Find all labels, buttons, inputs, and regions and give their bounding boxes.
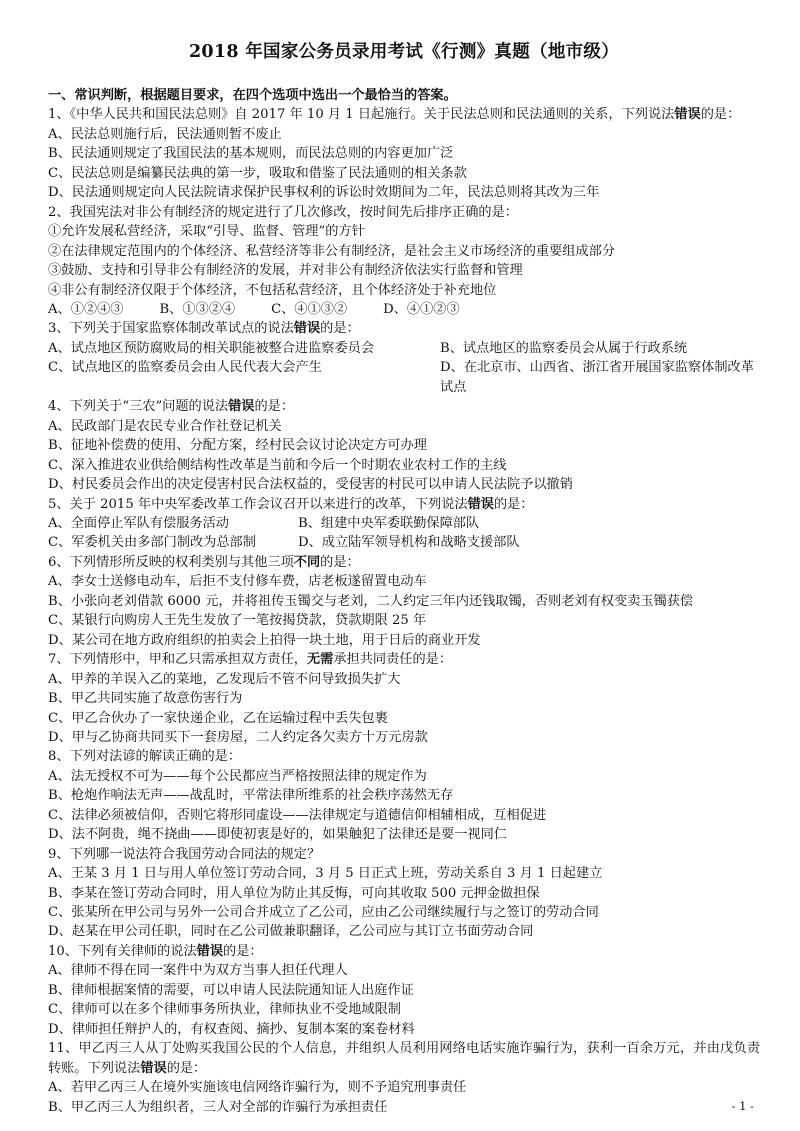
question-7: [48, 650, 760, 747]
question-stem: [48, 845, 760, 864]
statement-3: ③鼓励、支持和引导非公有制经济的发展，并对非公有制经济依法实行监督和管理: [48, 263, 523, 279]
option-d: D、④①②③: [383, 301, 460, 317]
question-number: 5、: [48, 496, 70, 512]
options-row: [48, 514, 760, 533]
stem-text: 下列对法谚的解读正确的是：: [69, 749, 242, 765]
question-number: 2、: [48, 204, 70, 220]
question-5: [48, 495, 760, 553]
stem-emphasis: 错误: [467, 496, 494, 512]
question-stem: [48, 203, 760, 222]
question-number: 6、: [48, 554, 70, 570]
option-d: D、成立陆军领导机构和战略支援部队: [298, 535, 520, 551]
option-a: A、律师不得在同一案件中为双方当事人担任代理人: [48, 963, 348, 979]
option-a: A、若甲乙丙三人在境外实施该电信网络诈骗行为，则不予追究刑事责任: [48, 1080, 467, 1096]
option-c: C、某银行向购房人王先生发放了一笔按揭贷款，贷款期限 25 年: [48, 613, 427, 629]
stem-emphasis: 错误: [140, 1060, 167, 1076]
option-b: B、①③②④: [159, 301, 236, 317]
question-4: [48, 397, 760, 494]
option-b: B、枪炮作响法无声——战乱时，平常法律所维系的社会秩序荡然无存: [48, 788, 454, 804]
option-c: C、军委机关由多部门制改为总部制: [48, 535, 256, 551]
option-b: B、甲乙丙三人为组织者，三人对全部的诈骗行为承担责任: [48, 1099, 388, 1115]
question-stem: [48, 650, 760, 669]
question-number: 3、: [48, 321, 70, 337]
stem-text: 下列情形所反映的权利类别与其他三项: [69, 554, 294, 570]
question-stem: [48, 942, 760, 961]
question-6: [48, 553, 760, 650]
option-b: B、试点地区的监察委员会从属于行政系统: [440, 340, 688, 356]
stem-text: 我国宪法对非公有制经济的规定进行了几次修改，按时间先后排序正确的是：: [69, 204, 518, 220]
option-c: C、④①③②: [271, 301, 348, 317]
options-row: [48, 533, 760, 552]
option-b: B、甲乙共同实施了故意伤害行为: [48, 691, 243, 707]
section-heading: 一、常识判断，根据题目要求，在四个选项中选出一个最恰当的答案。: [48, 88, 457, 103]
question-number: 7、: [48, 652, 70, 668]
options-row: [48, 339, 760, 358]
options-row: [48, 300, 760, 319]
option-b: B、律师根据案情的需要，可以申请人民法院通知证人出庭作证: [48, 982, 414, 998]
stem-emphasis: 错误: [196, 943, 224, 959]
question-stem: [48, 319, 760, 338]
option-a: A、甲养的羊误入乙的菜地，乙发现后不管不问导致损失扩大: [48, 671, 401, 687]
stem-emphasis: 无需: [306, 652, 334, 668]
page-title: 2018 年国家公务员录用考试《行测》真题（地市级）: [188, 42, 620, 62]
stem-text-end: 承担共同责任的是：: [333, 652, 453, 668]
question-3: [48, 319, 760, 397]
option-c: C、甲乙合伙办了一家快递企业，乙在运输过程中丢失包裹: [48, 710, 388, 726]
stem-emphasis: 错误: [674, 107, 701, 123]
option-c: C、试点地区的监察委员会由人民代表大会产生: [48, 360, 322, 376]
question-number: 8、: [48, 749, 70, 765]
option-d: D、法不阿贵，绳不挠曲——即使初衷是好的，如果触犯了法律还是要一视同仁: [48, 827, 507, 843]
option-c: C、张某所在甲公司与另外一公司合并成立了乙公司，应由乙公司继续履行与之签订的劳动合同: [48, 905, 599, 921]
question-stem: [48, 495, 760, 514]
option-d: D、某公司在地方政府组织的拍卖会上拍得一块土地，用于日后的商业开发: [48, 632, 481, 648]
statement-1: ①允许发展私营经济，采取“引导、监督、管理”的方针: [48, 224, 365, 240]
option-d: D、民法通则规定向人民法院请求保护民事权利的诉讼时效期间为二年，民法总则将其改为三年: [48, 185, 600, 201]
option-a: A、民政部门是农民专业合作社登记机关: [48, 418, 282, 434]
option-c: C、深入推进农业供给侧结构性改革是当前和今后一个时期农业农村工作的主线: [48, 457, 507, 473]
question-11: [48, 1039, 760, 1117]
option-b: B、小张向老刘借款 6000 元，并将祖传玉镯交与老刘，二人约定三年内还钱取镯，否则老刘有权变卖玉镯获偿: [48, 593, 694, 609]
option-c: C、民法总则是编纂民法典的第一步，吸取和借鉴了民法通则的相关条款: [48, 165, 467, 181]
option-a: A、王某 3 月 1 日与用人单位签订劳动合同，3 月 5 日正式上班，劳动关系自 3 月 1 日起建立: [48, 866, 603, 882]
stem-text-end: 的是：: [700, 107, 741, 123]
stem-text: 下列关于“三农”问题的说法: [69, 399, 229, 415]
stem-emphasis: 不同: [293, 554, 321, 570]
option-d: D、村民委员会作出的决定侵害村民合法权益的，受侵害的村民可以申请人民法院予以撤销: [48, 477, 573, 493]
question-number: 1、: [48, 107, 70, 123]
stem-text: 关于 2015 年中央军委改革工作会议召开以来进行的改革，下列说法: [69, 496, 468, 512]
stem-emphasis: 错误: [228, 399, 255, 415]
stem-text-end: 的是：: [320, 321, 360, 337]
option-b: B、李某在签订劳动合同时，用人单位为防止其反悔，可向其收取 500 元押金做担保: [48, 885, 540, 901]
question-10: [48, 942, 760, 1039]
question-2: [48, 203, 760, 320]
option-b: B、征地补偿费的使用、分配方案，经村民会议讨论决定方可办理: [48, 438, 427, 454]
exam-page: [48, 40, 760, 1117]
question-number: 4、: [48, 399, 70, 415]
question-stem: [48, 397, 760, 416]
stem-text: 下列有关律师的说法: [77, 943, 197, 959]
stem-text: 下列哪一说法符合我国劳动合同法的规定？: [69, 846, 321, 862]
stem-text-end: 的是：: [493, 496, 534, 512]
option-c: C、法律必须被信仰，否则它将形同虚设——法律规定与道德信仰相辅相成，互相促进: [48, 807, 547, 823]
stem-text: 甲乙丙三人从丁处购买我国公民的个人信息，并组织人员利用网络电话实施诈骗行为，获利一百余万元，并由戊负责转账。下列说法: [48, 1041, 761, 1076]
option-d: D、赵某在甲公司任职，同时在乙公司做兼职翻译，乙公司应与其订立书面劳动合同: [48, 924, 534, 940]
stem-text-end: 的是：: [320, 554, 360, 570]
question-9: [48, 845, 760, 942]
option-d: D、律师担任辩护人的，有权查阅、摘抄、复制本案的案卷材料: [48, 1021, 415, 1037]
question-1: [48, 105, 760, 202]
question-stem: [48, 105, 760, 124]
stem-emphasis: 错误: [293, 321, 321, 337]
option-a: A、李女士送修电动车，后拒不支付修车费，店老板遂留置电动车: [48, 574, 427, 590]
statement-4: ④非公有制经济仅限于个体经济，不包括私营经济，且个体经济处于补充地位: [48, 282, 497, 298]
stem-text-end: 的是：: [223, 943, 263, 959]
option-b: B、民法通则规定了我国民法的基本规则，而民法总则的内容更加广泛: [48, 146, 454, 162]
option-a: A、①②④③: [48, 301, 124, 317]
stem-text-end: 的是：: [166, 1060, 207, 1076]
option-a: A、民法总则施行后，民法通则暂不废止: [48, 126, 282, 142]
question-8: [48, 747, 760, 844]
question-number: 10、: [48, 943, 78, 959]
option-a: A、全面停止军队有偿服务活动: [48, 515, 229, 531]
statement-2: ②在法律规定范围内的个体经济、私营经济等非公有制经济，是社会主义市场经济的重要组成部分: [48, 243, 616, 259]
stem-text: 《中华人民共和国民法总则》自 2017 年 10 月 1 日起施行。关于民法总则和民法通则的关系，下列说法: [69, 107, 675, 123]
option-b: B、组建中央军委联勤保障部队: [298, 515, 480, 531]
options-row: [48, 358, 760, 397]
option-a: A、法无授权不可为——每个公民都应当严格按照法律的规定作为: [48, 768, 427, 784]
stem-text-end: 的是：: [254, 399, 295, 415]
option-d: D、甲与乙协商共同买下一套房屋，二人约定各欠卖方十万元房款: [48, 729, 428, 745]
question-number: 11、: [48, 1041, 79, 1057]
stem-text: 下列情形中，甲和乙只需承担双方责任，: [69, 652, 307, 668]
page-number: - 1 -: [731, 1099, 754, 1113]
question-stem: [48, 553, 760, 572]
option-c: C、律师可以在多个律师事务所执业，律师执业不受地域限制: [48, 1002, 401, 1018]
question-number: 9、: [48, 846, 70, 862]
question-stem: [48, 1039, 760, 1078]
option-d: D、在北京市、山西省、浙江省开展国家监察体制改革试点: [440, 360, 754, 395]
stem-text: 下列关于国家监察体制改革试点的说法: [69, 321, 294, 337]
question-stem: [48, 747, 760, 766]
option-a: A、试点地区预防腐败局的相关职能被整合进监察委员会: [48, 340, 375, 356]
